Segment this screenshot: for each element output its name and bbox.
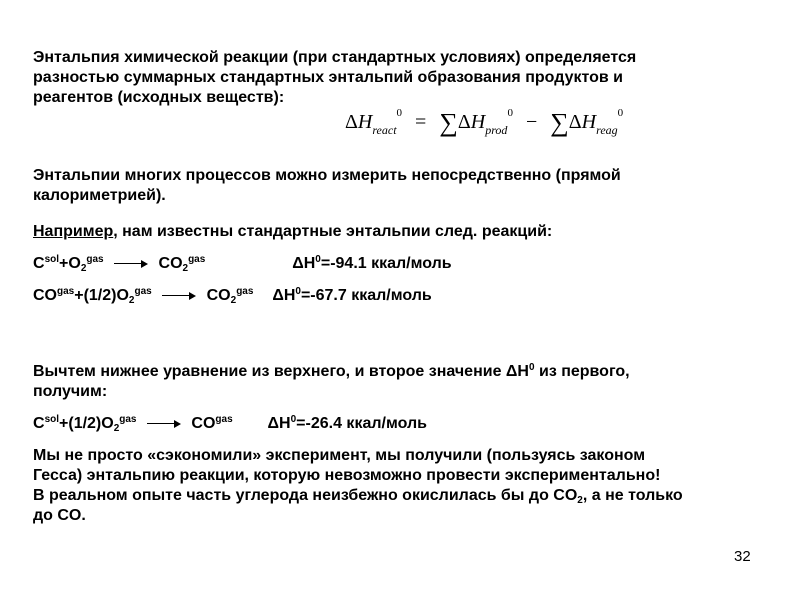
direct-line-1: Энтальпии многих процессов можно измерить непосредственно (прямой	[33, 167, 621, 184]
reaction-arrow-icon	[162, 291, 196, 301]
intro-line-1: Энтальпия химической реакции (при стандартных условиях) определяется	[33, 49, 637, 66]
reaction-1: $C^{sol}+O_2^{gas}$ $CO_2^{gas}$ $\Delta H^0=-94.1$ ккал/моль	[33, 254, 452, 274]
conclusion-line-2: Гесса) энтальпию реакции, которую невозможно провести экспериментально!	[33, 467, 661, 484]
sum-symbol: ∑	[439, 108, 458, 137]
reaction-3: $C^{sol}+(1/2)O_2^{gas}$ $CO^{gas}$ $\Delta H^0=-26.4$ ккал/моль	[33, 414, 427, 434]
enthalpy-formula: $\Delta H_{react}^0 = \sum\Delta H_{prod}^0 - \sum\Delta H_{reag}^0$	[345, 107, 624, 137]
subtract-line-2: получим:	[33, 383, 108, 400]
reaction-2: $CO^{gas}+(1/2)O_2^{gas}$ $CO_2^{gas}$ $\Delta H^0=-67.7$ ккал/моль	[33, 286, 432, 306]
reaction-arrow-icon	[114, 259, 148, 269]
example-underlined: Например	[33, 223, 114, 240]
intro-line-2: разностью суммарных стандартных энтальпий образования продуктов и	[33, 69, 623, 86]
direct-line-2: калориметрией).	[33, 187, 166, 204]
direct-paragraph	[33, 166, 773, 206]
sum-symbol: ∑	[550, 108, 569, 137]
conclusion-line-3: В реальном опыте часть углерода неизбежно окислилась бы до $CO_2$, а не только	[33, 487, 683, 506]
page-number: 32	[734, 548, 751, 565]
subtract-line-1: Вычтем нижнее уравнение из верхнего, и второе значение $\Delta H^0$ из первого,	[33, 362, 630, 380]
conclusion-paragraph	[33, 446, 773, 526]
conclusion-line-1: Мы не просто «сэкономили» эксперимент, мы получили (пользуясь законом	[33, 447, 646, 464]
reaction-arrow-icon	[147, 419, 181, 429]
subtract-paragraph	[33, 362, 773, 402]
intro-line-3: реагентов (исходных веществ):	[33, 89, 285, 106]
intro-paragraph	[33, 48, 773, 108]
conclusion-line-4: до CO.	[33, 507, 86, 524]
example-line: Например, нам известны стандартные энтальпии след. реакций:	[33, 223, 553, 240]
